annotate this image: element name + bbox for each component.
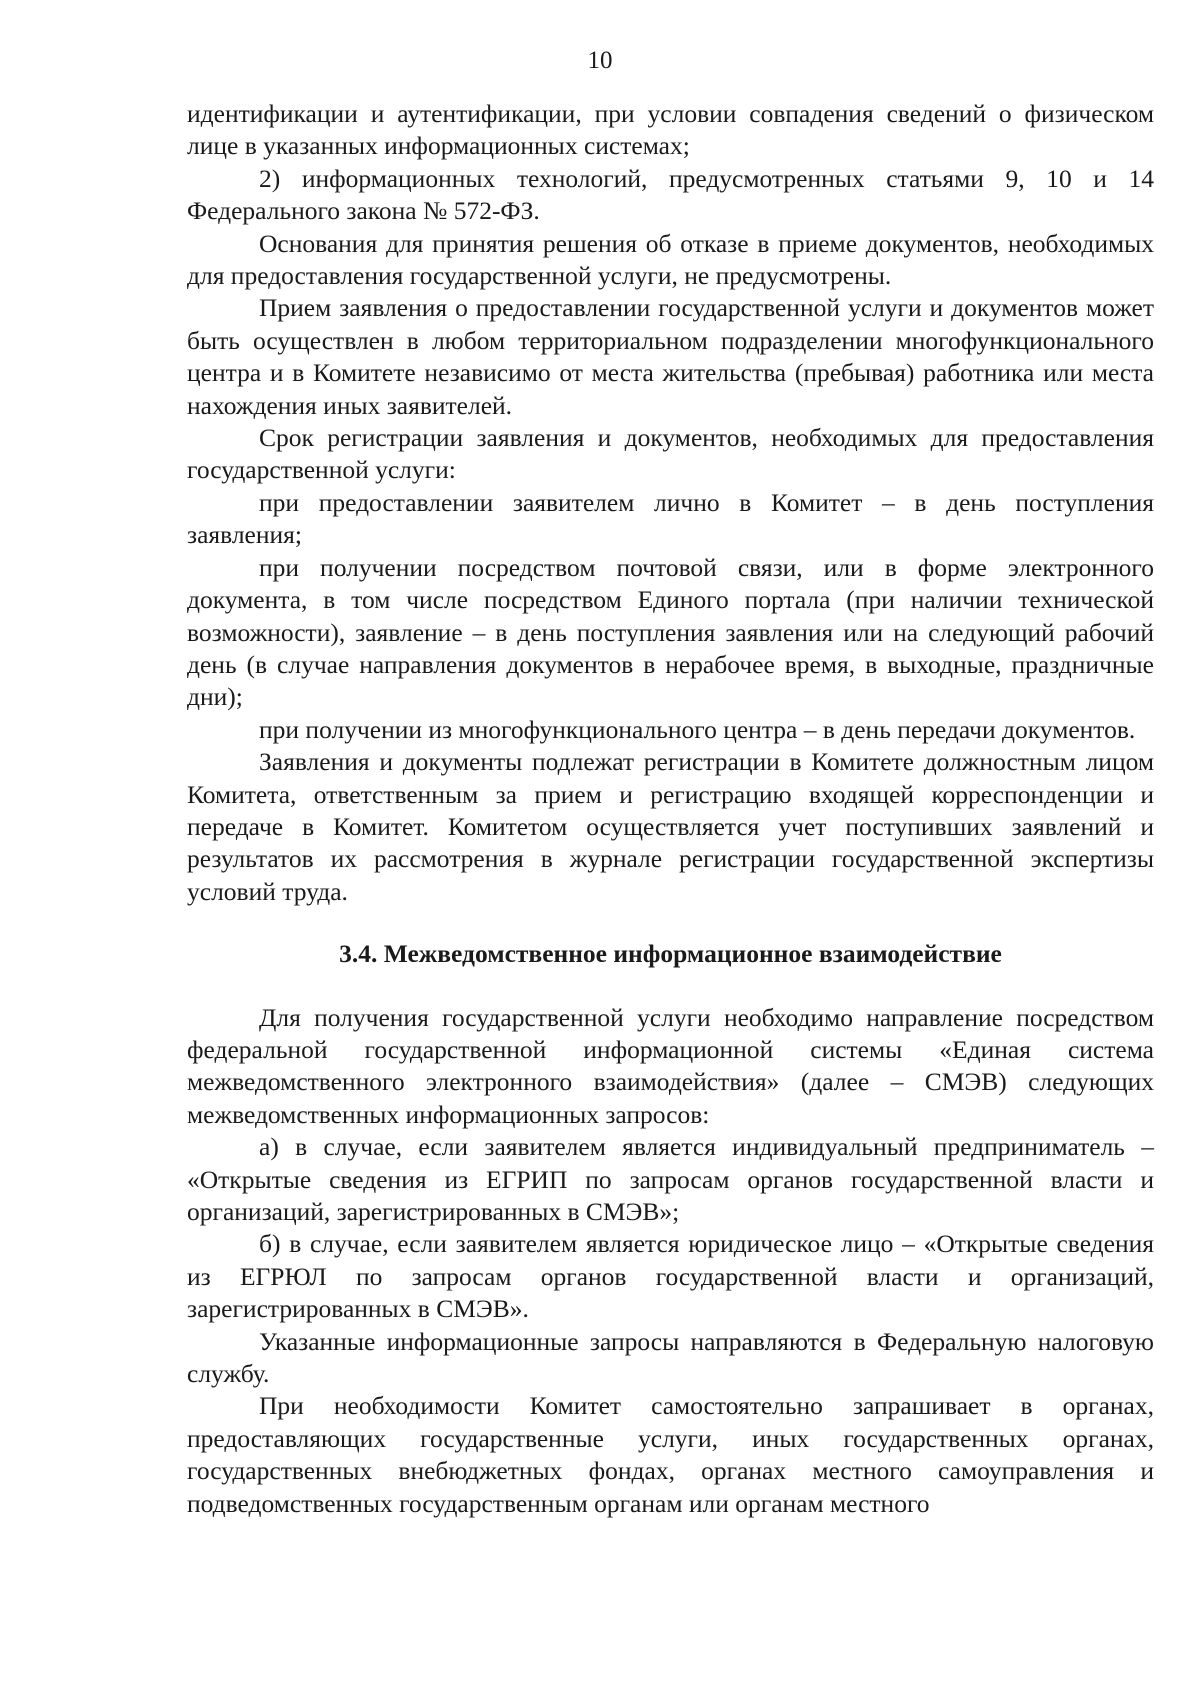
paragraph-registration-procedure: Заявления и документы подлежат регистрации в Комитете должностным лицом Комитета, ответственным за прием и регистрацию входящей корреспонденции и передаче в Комитет. Комитетом осуществляется учет поступивших заявлений и результатов их рассмотрения в журнале регистрации государственной экспертизы условий труда. bbox=[187, 747, 1154, 906]
paragraph-committee-requests: При необходимости Комитет самостоятельно запрашивает в органах, предоставляющих государственные услуги, иных государственных органах, государственных внебюджетных фондах, органах местного самоуправления и подведомственных государственным органам или органам местного bbox=[187, 1391, 1154, 1518]
paragraph-personal-submission: при предоставлении заявителем лично в Комитет – в день поступления заявления; bbox=[187, 487, 1154, 550]
paragraph-legal-entity: б) в случае, если заявителем является юридическое лицо – «Открытые сведения из ЕГРЮЛ по запросам органов государственной власти и организаций, зарегистрированных в СМЭВ». bbox=[187, 1229, 1154, 1324]
paragraph-registration-term: Срок регистрации заявления и документов, необходимых для предоставления государственной услуги: bbox=[187, 423, 1154, 485]
page-body bbox=[187, 98, 1154, 1520]
paragraph-mfc-submission: при получении из многофункционального центра – в день передачи документов. bbox=[259, 714, 1136, 744]
paragraph-individual-entrepreneur: а) в случае, если заявителем является индивидуальный предприниматель – «Открытые сведения из ЕГРИП по запросам органов государственной власти и организаций, зарегистрированных в СМЭВ»; bbox=[187, 1132, 1154, 1226]
section-heading: 3.4. Межведомственное информационное взаимодействие bbox=[339, 939, 1002, 969]
paragraph-information-technologies: 2) информационных технологий, предусмотренных статьями 9, 10 и 14 Федерального закона № 572-ФЗ. bbox=[187, 163, 1154, 226]
paragraph-continuation: идентификации и аутентификации, при условии совпадения сведений о физическом лице в указанных информационных системах; bbox=[187, 99, 1154, 161]
paragraph-tax-service: Указанные информационные запросы направляются в Федеральную налоговую службу. bbox=[187, 1326, 1154, 1389]
paragraph-postal-electronic-submission: при получении посредством почтовой связи, или в форме электронного документа, в том числе посредством Единого портала (при наличии технической возможности), заявление – в день поступления заявления или на следующий рабочий день (в случае направления документов в нерабочее время, в выходные, праздничные дни); bbox=[187, 552, 1154, 712]
paragraph-application-reception: Прием заявления о предоставлении государственной услуги и документов может быть осуществлен в любом территориальном подразделении многофункционального центра и в Комитете независимо от места жительства (пребывая) работника или места нахождения иных заявителей. bbox=[187, 293, 1154, 420]
paragraph-interagency-requests: Для получения государственной услуги необходимо направление посредством федеральной государственной информационной системы «Единая система межведомственного электронного взаимодействия» (далее – СМЭВ) следующих межведомственных информационных запросов: bbox=[187, 1002, 1154, 1129]
paragraph-refusal-grounds: Основания для принятия решения об отказе в приеме документов, необходимых для предоставления государственной услуги, не предусмотрены. bbox=[187, 228, 1154, 291]
page-number: 10 bbox=[587, 47, 613, 74]
